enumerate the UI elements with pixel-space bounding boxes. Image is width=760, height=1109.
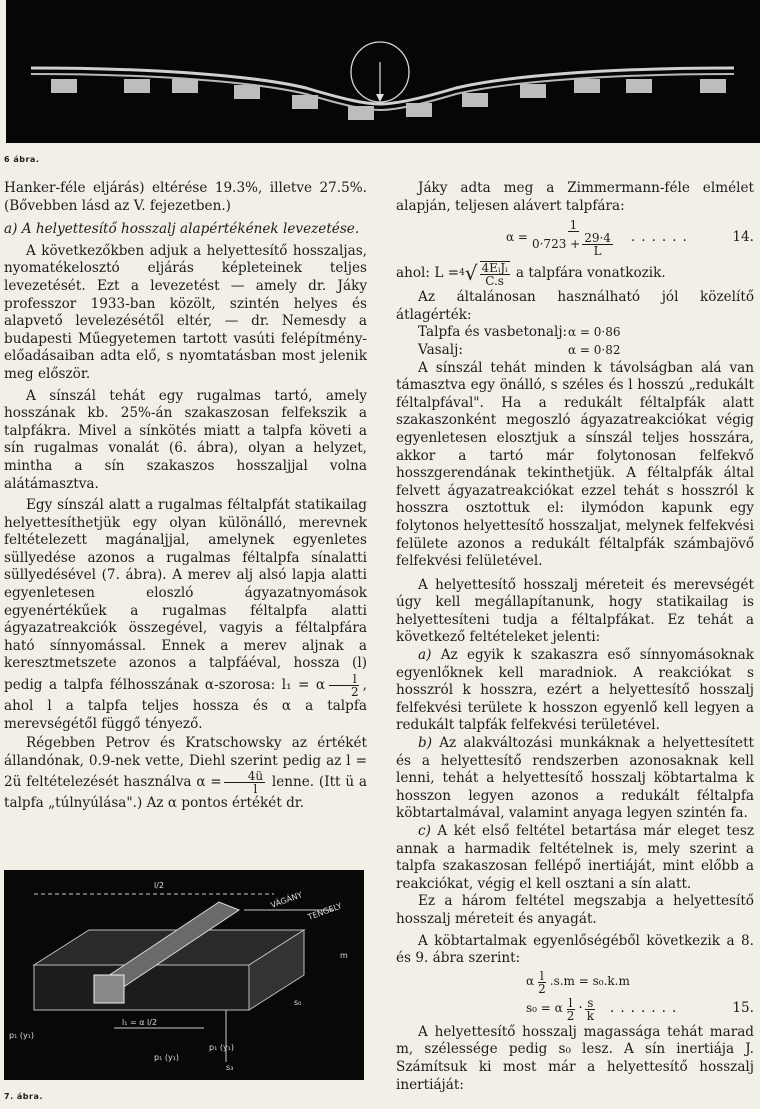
right-paragraph-1: Jáky adta meg a Zimmermann-féle elmélet alapján, teljesen alávert talpfára: <box>396 180 754 214</box>
left-paragraph-5: Régebben Petrov és Kratschowsky az értékét állandónak, 0.9-nek vette, Diehl szerint pedig az l = 2ü feltételezését használva α = $\frac{4ü}{l}$ lenne. (Itt ü a talpfa „túlnyúlása".) Az α pontos értékét dr. <box>4 735 367 812</box>
left-paragraph-2: A következőkben adjuk a helyettesítő hosszaljas, nyomatékelosztó eljárás képleteinek teljes levezetését. Ezt a levezetést — amely dr. Jáky professzor 1933-ban közölt, szintén helyes és alapvető levelezésétől eltér, — dr. Nemesdy a budapesti Műegyetemen tartott vasúti felépítmény-előadásaiban adta elő, s nyomtatásban most jelenik meg először. <box>4 242 367 382</box>
fig7-label-m: m <box>340 951 348 960</box>
condition-a: a) Az egyik k szakaszra eső sínnyomásoknak egyenlőknek kell maradniok. A reakciókat s hosszról k hosszra, ezért a helyettesítő hosszalj felfekvési területe k hosszon egyenlő kell legyen a redukált talpfák felfekvési területével. <box>396 647 754 734</box>
value-row-1: Talpfa és vasbetonalj: α = 0·86 <box>418 324 621 341</box>
fig7-label-vagany: VÁGÁNY <box>269 890 304 910</box>
fig7-label-s0: s₀ <box>294 998 302 1007</box>
right-paragraph-5: Ez a három feltétel megszabja a helyettesítő hosszalj méreteit és anyagát. <box>396 893 754 927</box>
fig7-label-tengely: TENGELY <box>306 901 344 922</box>
condition-c: c) A két első feltétel betartása már eleget tesz annak a harmadik feltételnek is, mely szerint a talpfa szakaszosan fellépő inertiáját, mint előbb a reakciókat, végig el kell osztani a sín alatt. <box>396 823 754 892</box>
fig7-label-p1y1-mid: p₁ (y₁) <box>209 1043 235 1052</box>
figure-7-image <box>4 870 364 1080</box>
equation-14: α = 1 0·723 + $\frac{29\cdot 4}{L}$ ...... 14. <box>506 218 754 259</box>
figure-7-caption: 7. ábra. <box>4 1092 43 1101</box>
right-paragraph-3: A sínszál tehát minden k távolságban alá van támasztva egy önálló, s széles és l hosszú „redukált féltalpfával". Ha a redukált féltalpfák alatt szakaszonként megoszló ágyazatreakciókat végig egyenletesen elosztjuk a sínszál teljes hosszára, akkor a tartó már folytonosan felfekvő hosszgerendának tekinthetjük. A féltalpfák által felvett ágyazatreakciókat ezzel tehát s hosszról k hosszra osztottuk el: ilymódon kapunk egy folytonos helyettesítő hosszaljat, melynek felfekvési felülete azonos a redukált féltalpfák számbajövő felfekvési felületével. <box>396 359 754 570</box>
fig7-label-p1y1-low: p₁ (y₁) <box>154 1053 180 1062</box>
value-row-2: Vasalj: α = 0·82 <box>418 341 621 358</box>
right-paragraph-2: Az általánosan használható jól közelítő átlagérték: <box>396 289 754 323</box>
left-paragraph-1: Hanker-féle eljárás) eltérése 19.3%, illetve 27.5%. (Bővebben lásd az V. fejezetben.) <box>4 180 367 214</box>
equation-15: s₀ = α $\frac{l}{2}$ · $\frac{s}{k}$ ....... 15. <box>526 995 754 1023</box>
figure-6-caption: 6 ábra. <box>4 155 40 164</box>
fig7-label-l1: l₁ = α l/2 <box>122 1018 158 1027</box>
fig7-label-l-half: l/2 <box>154 881 165 890</box>
right-paragraph-7: A helyettesítő hosszalj magassága tehát marad m, szélessége pedig s₀ lesz. A sín inertiája J. Számítsuk ki most már a helyettesítő hosszalj inertiáját: <box>396 1023 754 1093</box>
equation-15-number: 15. <box>732 1000 754 1017</box>
equation-14-number: 14. <box>732 229 754 246</box>
equation-volume: α $\frac{l}{2}$ .s.m = s₀.k.m <box>526 968 630 996</box>
figure-6-image <box>6 0 760 143</box>
section-heading: a) A helyettesítő hosszalj alapértékének levezetése. <box>4 221 360 238</box>
fig7-label-p1y1-left: p₁ (y₁) <box>9 1031 35 1040</box>
fig7-label-s3: s₃ <box>226 1063 234 1072</box>
condition-b: b) Az alakváltozási munkáknak a helyettesített és a helyettesítő rendszerben azonosaknak kell lenni, tehát a helyettesítő hosszalj köbtartalma k hosszon legyen azonos a redukált féltalpfa köbtartalmával, valamint anyaga legyen szintén fa. <box>396 735 754 822</box>
right-paragraph-4: A helyettesítő hosszalj méreteit és merevségét úgy kell megállapítanunk, hogy statikailag is helyettesíteni tudja a féltalpfákat. Ez tehát a következő feltételeket jelenti: <box>396 576 754 646</box>
left-paragraph-3: A sínszál tehát egy rugalmas tartó, amely hosszának kb. 25%-án szakaszosan felfekszik a talpfákra. Mivel a sínkötés miatt a talpfa követi a sín rugalmas vonalát (6. ábra), olyan a helyzet, mintha a sín szakaszos hosszaljjal volna alátámasztva. <box>4 387 367 492</box>
where-line: ahol: L = 4 √ $\frac{\text{4EᵢJᵢ}}{C.s}$ a talpfára vonatkozik. <box>396 261 666 289</box>
left-column <box>4 180 367 813</box>
right-column <box>396 180 754 1094</box>
right-paragraph-6: A köbtartalmak egyenlőségéből következik a 8. és 9. ábra szerint: <box>396 932 754 967</box>
left-paragraph-4: Egy sínszál alatt a rugalmas féltalpfát statikailag helyettesíthetjük egy olyan különálló, merevnek feltételezett magánaljjal, amelynek egyenletes süllyedése azonos a rugalmas féltalpfa sínalatti süllyedésével (7. ábra). A merev alj alsó lapja alatti egyenletesen eloszló ágyazatnyomások egyenértékűek a rugalmas féltalpfa alatti ágyazatreakciók összegével, vagyis a féltalpfára ható sínnyomással. Ennek a merev aljnak a keresztmetszete azonos a talpfáéval, hossza (l) pedig a talpfa félhosszának α-szorosa: l₁ = α $\frac{l}{2}$ , ahol l a talpfa teljes hossza és α a talpfa merevségétől függő tényező. <box>4 497 367 732</box>
